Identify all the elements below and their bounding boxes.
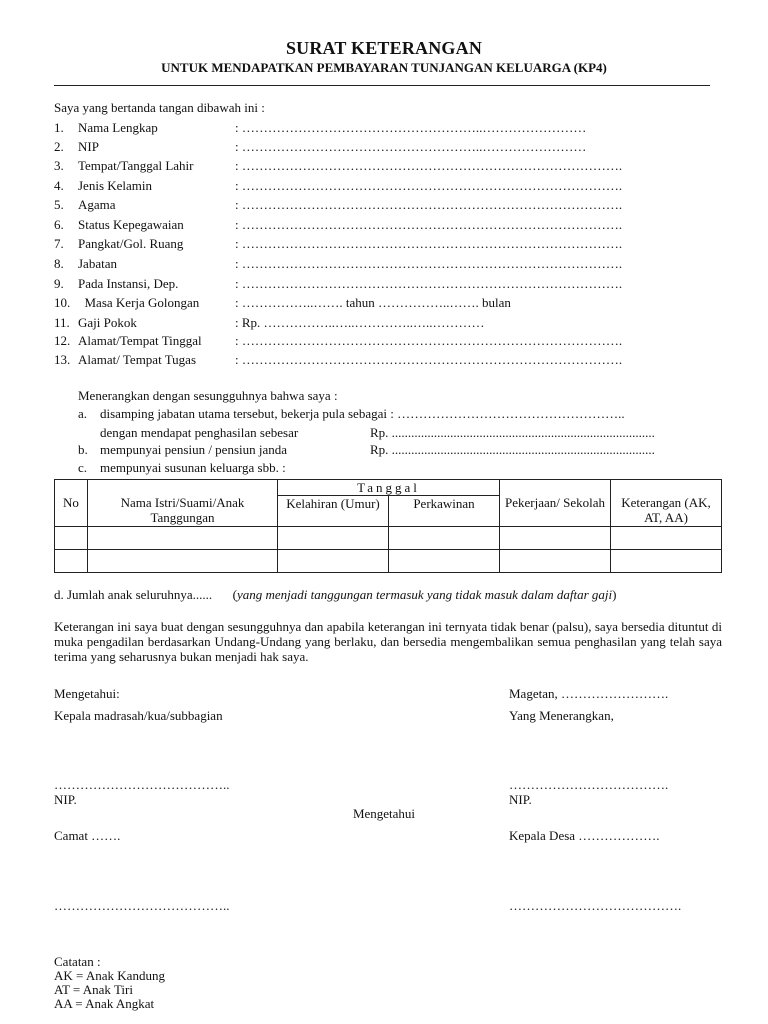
field-number: 6. — [54, 217, 64, 232]
column-header-keterangan: Keterangan (AK, AT, AA) — [611, 480, 722, 527]
field-number: 12. — [54, 333, 71, 348]
field-value[interactable]: : ……………………………………………………………………………. — [235, 256, 623, 271]
item-marker: a. — [78, 406, 88, 421]
table-cell[interactable] — [55, 527, 88, 550]
field-value[interactable]: : ……………..……. tahun ……………..……. bulan — [235, 295, 511, 310]
nip-right-label: NIP. — [509, 792, 532, 807]
closing-statement: Keterangan ini saya buat dengan sesungguhnya dan apabila keterangan ini ternyata tidak benar (palsu), saya bersedia dituntut di muka pengadilan berdasarkan Undang-Undang yang berlaku, dan bersedia mengembalikan semua penghasilan yang telah saya terima yang seharusnya bukan menjadi hak saya. — [54, 619, 722, 664]
field-value[interactable]: : ………………………………………………..…………………… — [235, 139, 587, 154]
field-number: 5. — [54, 197, 64, 212]
field-label: Alamat/Tempat Tinggal — [78, 333, 202, 348]
column-header-nama: Nama Istri/Suami/Anak Tanggungan — [88, 480, 278, 527]
table-cell[interactable] — [278, 527, 389, 550]
header-divider — [54, 85, 710, 86]
item-a-income-text: dengan mendapat penghasilan sebesar — [100, 425, 299, 440]
jumlah-anak-line[interactable] — [54, 587, 617, 603]
table-cell[interactable] — [611, 550, 722, 573]
column-header-no: No — [55, 480, 88, 527]
table-cell[interactable] — [278, 550, 389, 573]
signature-line-right[interactable]: ………………………………. — [509, 777, 669, 792]
yang-menerangkan-label: Yang Menerangkan, — [509, 708, 614, 723]
field-number: 11. — [54, 315, 70, 330]
item-marker: b. — [78, 442, 88, 457]
field-value[interactable]: : ……………………………………………………………………………. — [235, 178, 623, 193]
field-label: Alamat/ Tempat Tugas — [78, 352, 197, 367]
field-number: 4. — [54, 178, 64, 193]
table-cell[interactable] — [500, 527, 611, 550]
nip-left-label: NIP. — [54, 792, 77, 807]
item-b-text: mempunyai pensiun / pensiun janda — [100, 442, 288, 457]
jumlah-note-close: ) — [612, 587, 617, 602]
item-marker: c. — [78, 460, 88, 475]
item-a-income-amount[interactable]: Rp. ................................................................................. — [370, 425, 655, 440]
field-label: Masa Kerja Golongan — [78, 295, 200, 310]
camat-field[interactable]: Camat ……. — [54, 828, 121, 843]
field-label: Gaji Pokok — [78, 315, 137, 330]
field-label: Pangkat/Gol. Ruang — [78, 236, 184, 251]
table-cell[interactable] — [55, 550, 88, 573]
field-value[interactable]: : ……………………………………………………………………………. — [235, 217, 623, 232]
field-label: NIP — [78, 139, 99, 154]
field-number: 7. — [54, 236, 64, 251]
field-value[interactable]: : ……………………………………………………………………………. — [235, 333, 623, 348]
note-line-at: AT = Anak Tiri — [54, 982, 133, 997]
signature-line-left[interactable]: ………………………………….. — [54, 777, 230, 792]
table-cell[interactable] — [88, 550, 278, 573]
field-label: Agama — [78, 197, 116, 212]
field-number: 3. — [54, 158, 64, 173]
column-header-tanggal: Tanggal — [278, 480, 500, 496]
note-line-ak: AK = Anak Kandung — [54, 968, 165, 983]
family-table — [54, 479, 722, 573]
signature-line-camat[interactable]: ………………………………….. — [54, 898, 230, 913]
kepala-madrasah-label: Kepala madrasah/kua/subbagian — [54, 708, 223, 723]
field-label: Status Kepegawaian — [78, 217, 184, 232]
mengetahui-center-label: Mengetahui — [352, 806, 416, 821]
document-subtitle: UNTUK MENDAPATKAN PEMBAYARAN TUNJANGAN KELUARGA (KP4) — [161, 60, 607, 75]
kepala-desa-field[interactable]: Kepala Desa ………………. — [509, 828, 660, 843]
jumlah-note-open: ( — [232, 587, 237, 602]
field-value[interactable]: : Rp. ……………..…..…………..…..………… — [235, 315, 485, 330]
item-b-amount[interactable]: Rp. ................................................................................. — [370, 442, 655, 457]
field-label: Jenis Kelamin — [78, 178, 153, 193]
column-header-perkawinan: Perkawinan — [389, 496, 500, 527]
field-label: Pada Instansi, Dep. — [78, 276, 179, 291]
table-row — [55, 527, 722, 550]
field-number: 2. — [54, 139, 64, 154]
intro-text: Saya yang bertanda tangan dibawah ini : — [54, 100, 265, 115]
table-cell[interactable] — [389, 527, 500, 550]
mengetahui-left-label: Mengetahui: — [54, 686, 120, 701]
field-number: 9. — [54, 276, 64, 291]
note-line-aa: AA = Anak Angkat — [54, 996, 155, 1011]
notes-section — [54, 955, 165, 1011]
statement-text: Menerangkan dengan sesungguhnya bahwa saya : — [78, 388, 338, 403]
field-value[interactable]: : ……………………………………………………………………………. — [235, 352, 623, 367]
signature-line-kepala-desa[interactable]: …………………………………. — [509, 898, 682, 913]
item-a-text[interactable]: disamping jabatan utama tersebut, bekerja pula sebagai : …………………………………………….. — [100, 406, 625, 421]
field-value[interactable]: : ……………………………………………………………………………. — [235, 158, 623, 173]
field-value[interactable]: : ……………………………………………………………………………. — [235, 236, 623, 251]
notes-heading: Catatan : — [54, 954, 101, 969]
document-title: SURAT KETERANGAN — [285, 38, 483, 58]
table-cell[interactable] — [389, 550, 500, 573]
field-value[interactable]: : ……………………………………………………………………………. — [235, 197, 623, 212]
table-cell[interactable] — [611, 527, 722, 550]
column-header-pekerjaan: Pekerjaan/ Sekolah — [500, 480, 611, 527]
field-label: Jabatan — [78, 256, 117, 271]
field-label: Nama Lengkap — [78, 120, 158, 135]
field-value[interactable]: : ……………………………………………………………………………. — [235, 276, 623, 291]
table-row — [55, 550, 722, 573]
table-cell[interactable] — [500, 550, 611, 573]
jumlah-note: yang menjadi tanggungan termasuk yang tidak masuk dalam daftar gaji — [236, 587, 613, 602]
column-header-kelahiran: Kelahiran (Umur) — [278, 496, 389, 527]
place-date-field[interactable]: Magetan, ……………………. — [509, 686, 669, 701]
field-value[interactable]: : ………………………………………………..…………………… — [235, 120, 587, 135]
table-cell[interactable] — [88, 527, 278, 550]
jumlah-anak-label[interactable]: d. Jumlah anak seluruhnya...... — [54, 587, 213, 602]
field-number: 1. — [54, 120, 64, 135]
field-number: 10. — [54, 295, 71, 310]
field-label: Tempat/Tanggal Lahir — [78, 158, 194, 173]
field-number: 8. — [54, 256, 64, 271]
field-number: 13. — [54, 352, 71, 367]
item-c-text: mempunyai susunan keluarga sbb. : — [100, 460, 286, 475]
